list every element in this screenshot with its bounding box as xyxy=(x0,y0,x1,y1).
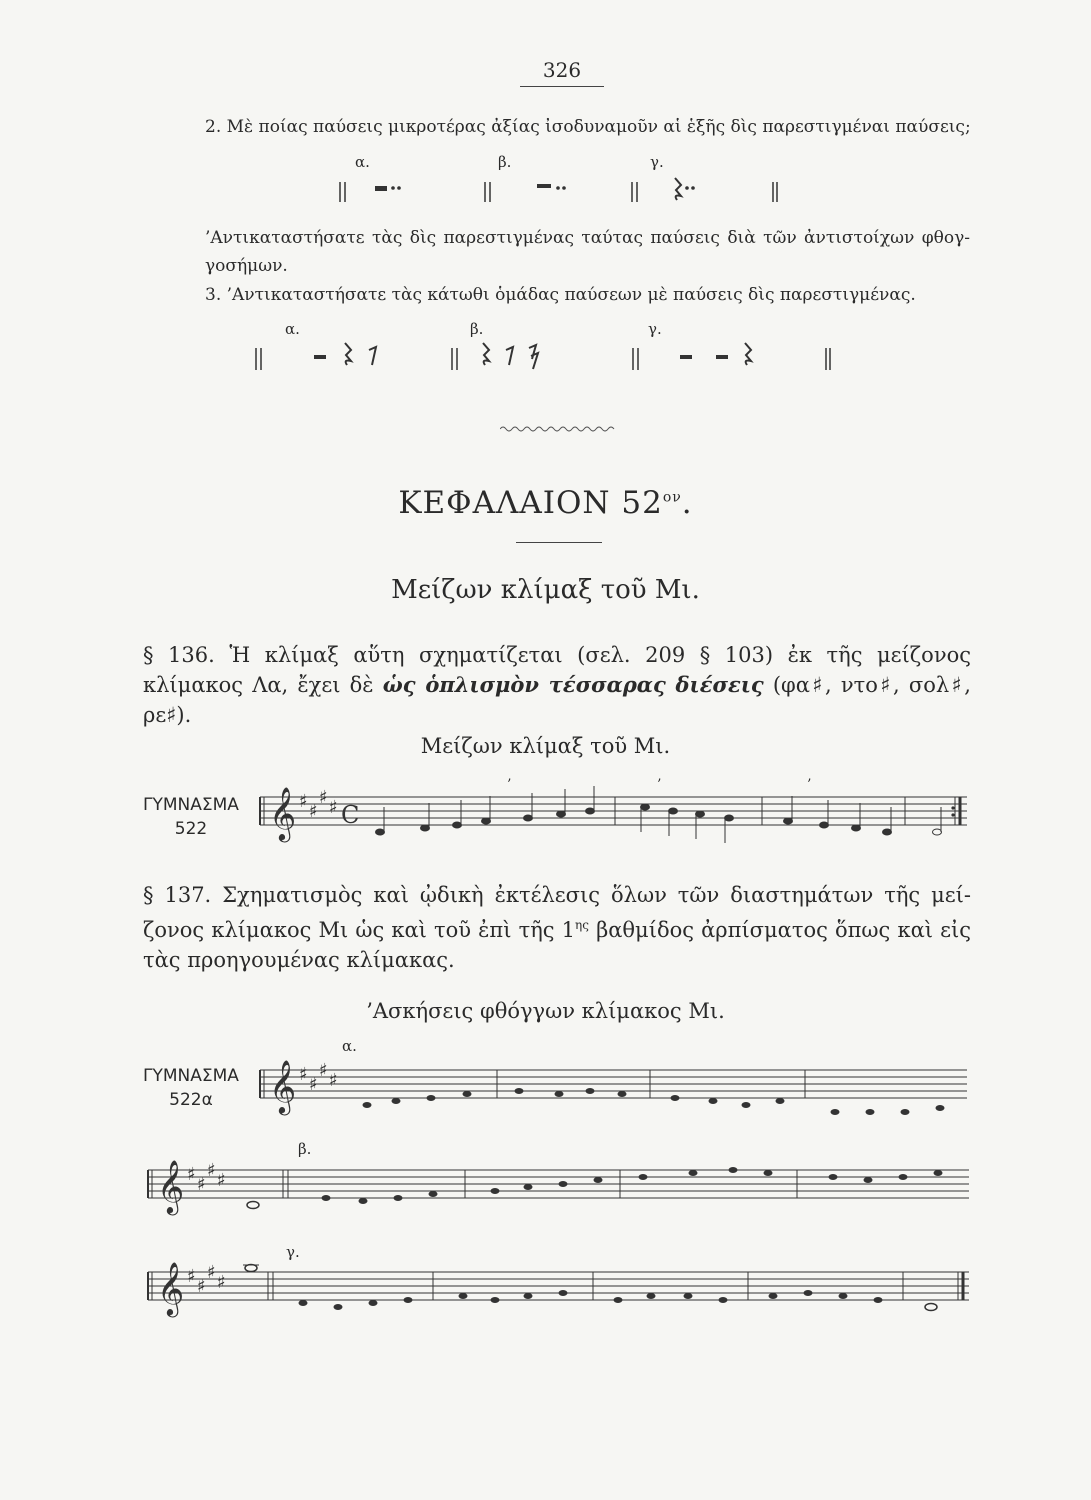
svg-text:♯: ♯ xyxy=(187,1266,196,1287)
svg-text:♯: ♯ xyxy=(197,1276,206,1297)
svg-text:♯: ♯ xyxy=(187,1164,196,1185)
exercise-2-label-c: γ. xyxy=(650,153,664,171)
paragraph-136 xyxy=(143,640,971,730)
paragraph-137-text-end: βαθμίδος ἀρπίσματος ὅπως καὶ εἰς τὰς προηγουμένας κλίμακας. xyxy=(143,918,971,972)
gymnasma-label: ΓΥΜΝΑΣΜΑ xyxy=(143,795,239,815)
exercise-3-label-a: α. xyxy=(285,320,300,338)
gymnasma-label: ΓΥΜΝΑΣΜΑ xyxy=(143,1066,239,1086)
svg-text:♯: ♯ xyxy=(329,797,338,818)
treble-clef-icon: 𝄞 xyxy=(269,786,297,840)
paragraph-136-emphasis: ὡς ὁπλισμὸν τέσσαρας διέσεις xyxy=(382,672,764,697)
exercise-2-rests xyxy=(330,172,790,206)
gymnasma-number: 522α xyxy=(169,1090,213,1110)
svg-text:♯: ♯ xyxy=(299,1064,308,1085)
svg-text:♯: ♯ xyxy=(319,787,328,808)
svg-text:𝄞: 𝄞 xyxy=(157,1159,185,1213)
ornament-divider xyxy=(500,424,615,434)
gymnasma-522-label xyxy=(135,793,247,841)
staff-exercise-b xyxy=(143,1148,975,1223)
svg-text:♯: ♯ xyxy=(207,1160,216,1181)
svg-text:♯: ♯ xyxy=(319,1060,328,1081)
svg-text:’: ’ xyxy=(807,777,812,793)
staff-exercise-c xyxy=(143,1250,975,1325)
exercise-2-label-b: β. xyxy=(498,153,512,171)
gymnasma-number: 522 xyxy=(174,819,208,839)
section-title: Μείζων κλίμαξ τοῦ Μι. xyxy=(391,575,700,605)
svg-text:♯: ♯ xyxy=(309,1074,318,1095)
exercise-3-label-c: γ. xyxy=(648,320,662,338)
staff-exercise-a xyxy=(255,1048,975,1123)
paragraph-137-superscript: ης xyxy=(575,918,589,932)
svg-text:’: ’ xyxy=(507,777,512,793)
svg-text:♯: ♯ xyxy=(207,1262,216,1283)
paragraph-137-text: § 137. Σχηματισμὸς καὶ ᾠδικὴ ἐκτέλεσις ὅλων τῶν διαστημάτων τῆς μεί-ζονος κλίμακος Μι ὡς καὶ τοῦ ἐπὶ τῆς 1 xyxy=(143,883,971,942)
page-number-rule xyxy=(520,86,604,87)
exercise-2-label-a: α. xyxy=(355,153,370,171)
scale-title: Μείζων κλίμαξ τοῦ Μι. xyxy=(420,734,671,758)
svg-text:𝄞: 𝄞 xyxy=(269,1059,297,1113)
exercise-2-question: 2. Μὲ ποίας παύσεις μικροτέρας ἀξίας ἰσοδυναμοῦν αἱ ἑξῆς δὶς παρεστιγμέναι παύσεις; xyxy=(205,117,971,137)
svg-text:♯: ♯ xyxy=(217,1272,226,1293)
chapter-end: . xyxy=(681,485,693,521)
chapter-suffix: ον xyxy=(662,489,682,506)
staff-gymnasma-522 xyxy=(255,775,975,850)
paragraph-137 xyxy=(143,880,971,975)
svg-text:♯: ♯ xyxy=(217,1170,226,1191)
exercise-part-c-label: γ. xyxy=(286,1243,300,1261)
svg-text:♯: ♯ xyxy=(329,1070,338,1091)
time-signature: C xyxy=(341,801,360,829)
svg-text:♯: ♯ xyxy=(197,1174,206,1195)
exercise-part-a-label: α. xyxy=(342,1037,357,1055)
svg-text:𝄞: 𝄞 xyxy=(157,1261,185,1315)
exercise-part-b-label: β. xyxy=(298,1140,312,1158)
exercise-3-label-b: β. xyxy=(470,320,484,338)
chapter-title: ΚΕΦΑΛΑΙΟΝ 52 xyxy=(398,485,663,521)
exercise-3-rests xyxy=(250,338,850,378)
svg-text:’: ’ xyxy=(657,777,662,793)
chapter-rule xyxy=(516,542,602,543)
exercise-3-question: 3. ’Αντικαταστήσατε τὰς κάτωθι ὁμάδας παύσεων μὲ παύσεις δὶς παρεστιγμένας. xyxy=(205,285,916,305)
chapter-heading xyxy=(0,485,1091,521)
gymnasma-522a-label xyxy=(135,1064,247,1112)
sharp-icon: ♯ xyxy=(299,791,308,812)
exercise-2-instruction: ’Αντικαταστήσατε τὰς δὶς παρεστιγμένας ταύτας παύσεις διὰ τῶν ἀντιστοίχων φθογ-γοσήμων. xyxy=(205,228,970,276)
page-number: 326 xyxy=(542,58,582,82)
paragraph-136-sharps: (φα♯, ντο♯, σολ♯, ρε♯). xyxy=(143,673,971,727)
paragraph-136-text: § 136. Ἡ κλίμαξ αὕτη σχηματίζεται (σελ. 209 § 103) ἐκ τῆς μείζονος κλίμακος Λα, ἔχει δὲ xyxy=(143,643,971,697)
exercises-title: ’Ασκήσεις φθόγγων κλίμακος Μι. xyxy=(366,999,725,1023)
svg-text:♯: ♯ xyxy=(309,801,318,822)
